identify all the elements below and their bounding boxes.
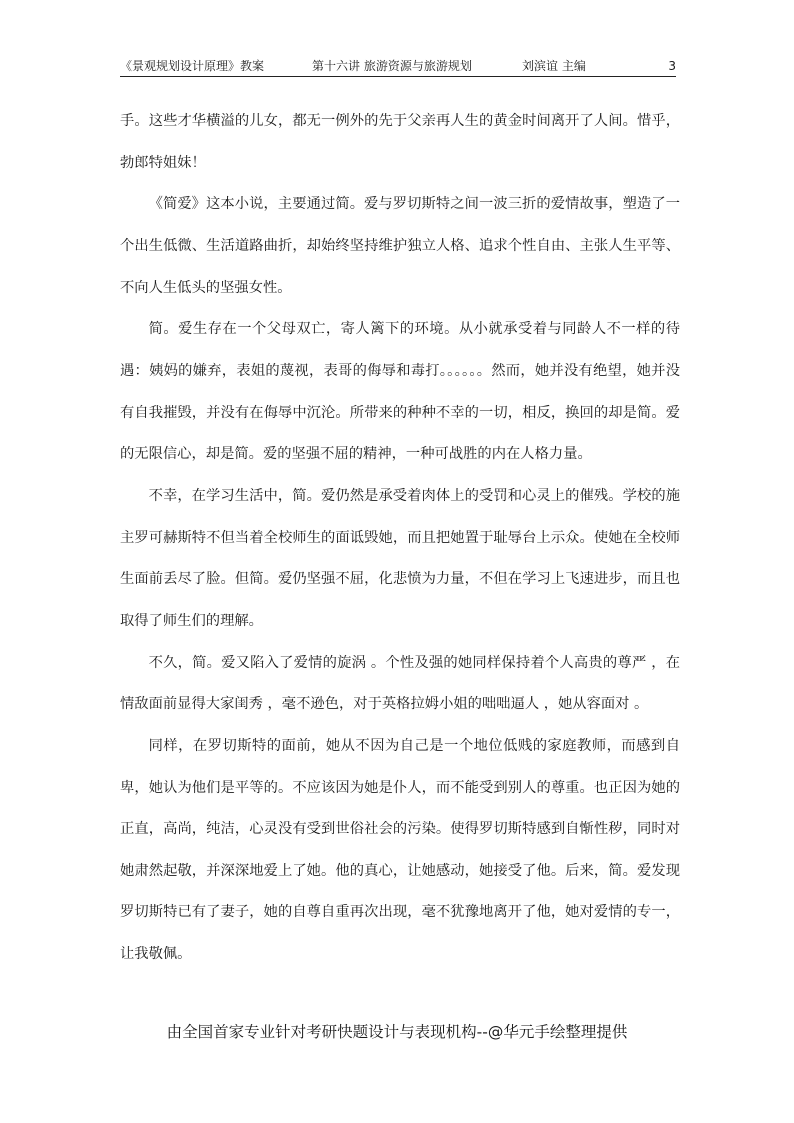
header-course-title: 《景观规划设计原理》教案: [120, 59, 265, 73]
paragraph: 《简爱》这本小说，主要通过简。爱与罗切斯特之间一波三折的爱情故事，塑造了一个出生低微、生活道路曲折，却始终坚持维护独立人格、追求个性自由、主张人生平等、不向人生低头的坚强女性。: [120, 196, 680, 296]
header-lecture-title: 第十六讲 旅游资源与旅游规划: [312, 59, 472, 73]
paragraph: 手。这些才华横溢的儿女，都无一例外的先于父亲再人生的黄金时间离开了人间。惜乎，勃郎特姐妹！: [120, 113, 680, 171]
page-footer: 由全国首家专业针对考研快题设计与表现机构--@华元手绘整理提供: [166, 1023, 628, 1041]
paragraph: 同样，在罗切斯特的面前，她从不因为自己是一个地位低贱的家庭教师，而感到自卑，她认为他们是平等的。不应该因为她是仆人，而不能受到别人的尊重。也正因为她的正直，高尚，纯洁，心灵没有受到世俗社会的污染。使得罗切斯特感到自惭性秽，同时对她肃然起敬，并深深地爱上了她。他的真心，让她感动，她接受了他。后来，简。爱发现罗切斯特已有了妻子，她的自尊自重再次出现，毫不犹豫地离开了他，她对爱情的专一，让我敬佩。: [120, 737, 680, 963]
page-number: 3: [668, 59, 676, 73]
paragraph: 不久，简。爱又陷入了爱情的旋涡 。个性及强的她同样保持着个人高贵的尊严 ，在情敌面前显得大家闺秀 ，毫不逊色，对于英格拉姆小姐的咄咄逼人 ，她从容面对 。: [120, 654, 680, 713]
paragraph: 不幸，在学习生活中，简。爱仍然是承受着肉体上的受罚和心灵上的催残。学校的施主罗可赫斯特不但当着全校师生的面诋毁她，而且把她置于耻辱台上示众。使她在全校师生面前丢尽了脸。但简。爱仍坚强不屈，化悲愤为力量，不但在学习上飞速进步，而且也取得了师生们的理解。: [120, 487, 680, 629]
paragraph: 简。爱生存在一个父母双亡，寄人篱下的环境。从小就承受着与同龄人不一样的待遇：姨妈的嫌弃，表姐的蔑视，表哥的侮辱和毒打。。。。。。然而，她并没有绝望，她并没有自我摧毁，并没有在侮辱中沉沦。所带来的种种不幸的一切，相反，换回的却是简。爱的无限信心，却是简。爱的坚强不屈的精神，一种可战胜的内在人格力量。: [120, 321, 680, 463]
header-editor: 刘滨谊 主编: [522, 59, 586, 73]
body-text: [120, 101, 680, 976]
page-header: [120, 56, 676, 77]
